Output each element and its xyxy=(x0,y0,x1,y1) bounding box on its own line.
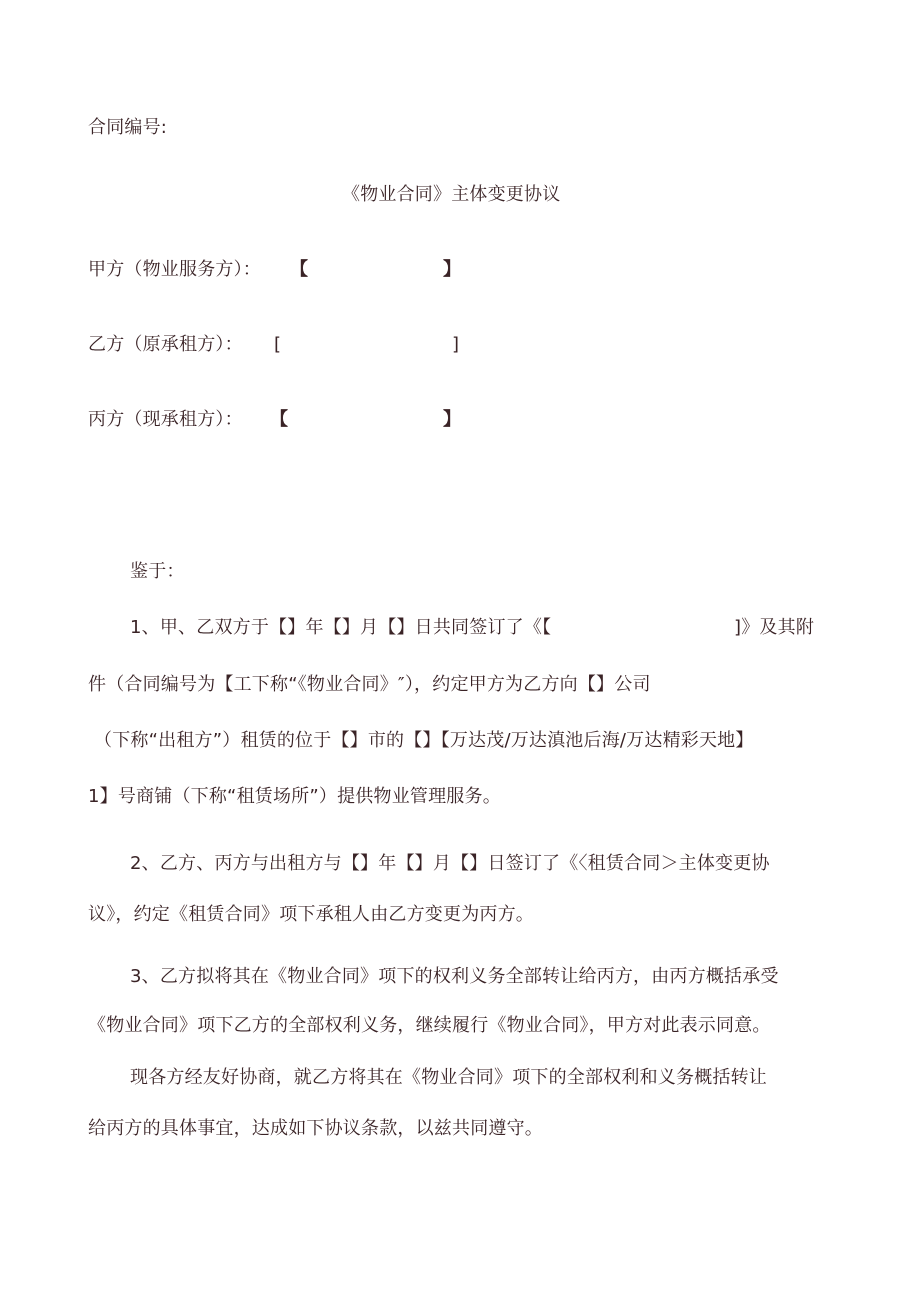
party-c-close-bracket: 】 xyxy=(443,409,462,430)
conclusion-line-1: 现各方经友好协商，就乙方将其在《物业合同》项下的全部权利和义务概括转让 xyxy=(130,1067,767,1088)
clause-3-line-1: 3、乙方拟将其在《物业合同》项下的权利义务全部转让给丙方，由丙方概括承受 xyxy=(130,966,779,987)
clause-1-line-2: 件（合同编号为【工下称“《物业合同》″），约定甲方为乙方向【】公司 xyxy=(88,674,651,695)
party-c-label: 丙方（现承租方）： xyxy=(88,409,243,430)
clause-2-line-1: 2、乙方、丙方与出租方与【】年【】月【】日签订了《〈租赁合同＞主体变更协 xyxy=(130,853,770,874)
document-title: 《物业合同》主体变更协议 xyxy=(342,184,561,205)
party-b-label: 乙方（原承租方）： xyxy=(88,334,243,355)
party-b-close-bracket: ] xyxy=(452,334,460,355)
clause-1-line-3: （下称“出租方”）租赁的位于【】市的【】【万达茂/万达滇池后海/万达精彩天地】 xyxy=(94,730,754,751)
clause-2-line-2: 议》，约定《租赁合同》项下承租人由乙方变更为丙方。 xyxy=(88,904,534,925)
clause-1-line-1b: ]》及其附 xyxy=(734,617,815,638)
conclusion-line-2: 给丙方的具体事宜，达成如下协议条款，以兹共同遵守。 xyxy=(88,1118,543,1139)
party-a-label: 甲方（物业服务方）： xyxy=(88,259,261,280)
clause-3-line-2: 《物业合同》项下乙方的全部权利义务，继续履行《物业合同》，甲方对此表示同意。 xyxy=(88,1015,771,1036)
clause-1-line-1a: 1、甲、乙双方于【】年【】月【】日共同签订了《【 xyxy=(130,617,552,638)
party-b-open-bracket: [ xyxy=(274,334,282,355)
contract-number-label: 合同编号: xyxy=(88,117,168,138)
party-a-open-bracket: 【 xyxy=(290,259,309,280)
clause-1-line-4: 1】号商铺（下称“租赁场所”）提供物业管理服务。 xyxy=(88,786,501,807)
party-a-close-bracket: 】 xyxy=(443,259,462,280)
whereas-heading: 鉴于： xyxy=(130,561,185,582)
party-c-open-bracket: 【 xyxy=(270,409,289,430)
